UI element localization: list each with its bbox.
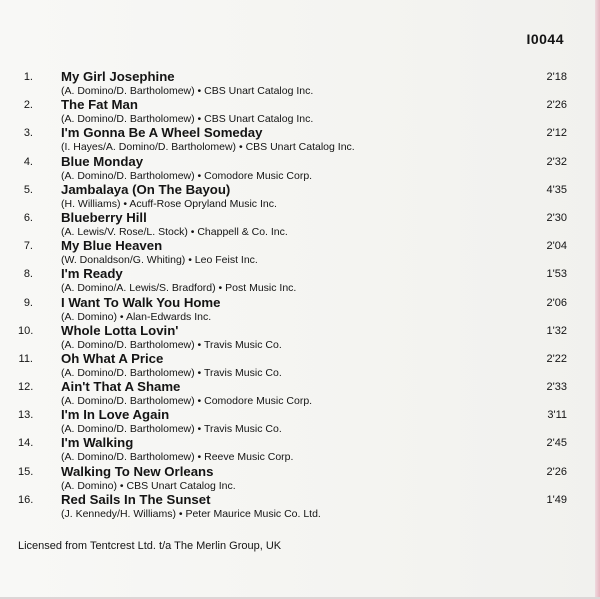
track-row bbox=[0, 211, 600, 239]
track-row bbox=[0, 296, 600, 324]
track-row bbox=[0, 126, 600, 154]
track-duration: 2'04 bbox=[546, 240, 567, 253]
track-title: Blue Monday bbox=[61, 153, 144, 169]
track-duration: 4'35 bbox=[546, 183, 567, 196]
catalog-number: I0044 bbox=[526, 31, 564, 47]
track-row bbox=[0, 267, 600, 295]
track-duration: 2'45 bbox=[546, 437, 567, 450]
track-row bbox=[0, 155, 600, 183]
track-duration: 2'26 bbox=[546, 99, 567, 112]
track-row bbox=[0, 465, 600, 493]
track-credit: (A. Domino) • CBS Unart Catalog Inc. bbox=[61, 479, 236, 492]
track-title: Red Sails In The Sunset bbox=[61, 491, 211, 507]
track-credit: (A. Domino/A. Lewis/S. Bradford) • Post Music Inc. bbox=[61, 282, 297, 295]
track-title: My Girl Josephine bbox=[61, 69, 175, 84]
track-number: 8. bbox=[23, 268, 33, 281]
track-number: 3. bbox=[23, 127, 33, 140]
track-number: 15. bbox=[18, 465, 34, 478]
track-credit: (H. Williams) • Acuff-Rose Opryland Music Inc. bbox=[61, 197, 277, 210]
track-row bbox=[0, 70, 600, 98]
track-credit: (A. Domino/D. Bartholomew) • Travis Music Co. bbox=[61, 338, 282, 351]
track-row bbox=[0, 493, 600, 521]
track-list bbox=[0, 70, 600, 521]
track-title: I'm Gonna Be A Wheel Someday bbox=[61, 125, 263, 141]
track-duration: 2'33 bbox=[546, 381, 567, 394]
license-notice: Licensed from Tentcrest Ltd. t/a The Merlin Group, UK bbox=[18, 540, 282, 552]
track-duration: 2'32 bbox=[546, 155, 567, 168]
track-title: I'm In Love Again bbox=[61, 407, 170, 423]
track-credit: (A. Domino/D. Bartholomew) • CBS Unart Catalog Inc. bbox=[61, 85, 314, 97]
track-number: 7. bbox=[23, 240, 33, 253]
track-number: 16. bbox=[18, 493, 34, 506]
track-row bbox=[0, 98, 600, 126]
track-title: My Blue Heaven bbox=[61, 238, 163, 254]
track-title: Whole Lotta Lovin' bbox=[61, 322, 179, 338]
track-title: Blueberry Hill bbox=[61, 209, 147, 225]
track-duration: 1'49 bbox=[546, 493, 567, 506]
track-duration: 2'30 bbox=[546, 211, 567, 224]
track-duration: 1'32 bbox=[546, 324, 567, 337]
track-title: Walking To New Orleans bbox=[61, 463, 214, 479]
track-title: I Want To Walk You Home bbox=[61, 294, 221, 310]
track-row bbox=[0, 324, 600, 352]
track-number: 12. bbox=[18, 381, 34, 394]
track-number: 2. bbox=[23, 99, 33, 112]
track-row bbox=[0, 239, 600, 267]
track-credit: (A. Domino/D. Bartholomew) • Reeve Music Corp. bbox=[61, 451, 294, 464]
track-number: 10. bbox=[18, 324, 34, 337]
track-duration: 2'18 bbox=[546, 71, 567, 83]
track-duration: 2'22 bbox=[546, 352, 567, 365]
track-row bbox=[0, 380, 600, 408]
track-number: 5. bbox=[23, 183, 33, 196]
track-number: 11. bbox=[18, 352, 33, 365]
track-credit: (A. Domino/D. Bartholomew) • Comodore Music Corp. bbox=[61, 169, 313, 182]
track-row bbox=[0, 352, 600, 380]
track-duration: 3'11 bbox=[547, 409, 567, 422]
track-duration: 2'06 bbox=[546, 296, 567, 309]
track-duration: 1'53 bbox=[546, 268, 567, 281]
track-duration: 2'26 bbox=[546, 465, 567, 478]
track-title: Jambalaya (On The Bayou) bbox=[61, 181, 231, 197]
track-credit: (A. Domino) • Alan-Edwards Inc. bbox=[61, 310, 212, 323]
track-number: 14. bbox=[18, 437, 34, 450]
track-number: 9. bbox=[23, 296, 33, 309]
track-credit: (W. Donaldson/G. Whiting) • Leo Feist Inc. bbox=[61, 254, 258, 267]
track-number: 4. bbox=[23, 155, 33, 168]
track-number: 1. bbox=[23, 71, 33, 83]
track-title: Oh What A Price bbox=[61, 350, 164, 366]
track-credit: (J. Kennedy/H. Williams) • Peter Maurice Music Co. Ltd. bbox=[61, 507, 321, 520]
track-title: The Fat Man bbox=[61, 97, 138, 113]
track-credit: (A. Lewis/V. Rose/L. Stock) • Chappell & Co. Inc. bbox=[61, 225, 288, 238]
track-title: I'm Walking bbox=[61, 435, 134, 451]
track-credit: (I. Hayes/A. Domino/D. Bartholomew) • CBS Unart Catalog Inc. bbox=[61, 141, 355, 154]
track-row bbox=[0, 408, 600, 436]
track-credit: (A. Domino/D. Bartholomew) • Comodore Music Corp. bbox=[61, 395, 313, 408]
track-row bbox=[0, 436, 600, 464]
track-title: Ain't That A Shame bbox=[61, 379, 181, 395]
track-duration: 2'12 bbox=[546, 127, 567, 140]
track-number: 6. bbox=[23, 211, 33, 224]
track-number: 13. bbox=[18, 409, 34, 422]
track-credit: (A. Domino/D. Bartholomew) • Travis Music Co. bbox=[61, 366, 282, 379]
track-title: I'm Ready bbox=[61, 266, 123, 282]
track-credit: (A. Domino/D. Bartholomew) • CBS Unart Catalog Inc. bbox=[61, 113, 314, 126]
track-credit: (A. Domino/D. Bartholomew) • Travis Music Co. bbox=[61, 423, 282, 436]
track-row bbox=[0, 183, 600, 211]
